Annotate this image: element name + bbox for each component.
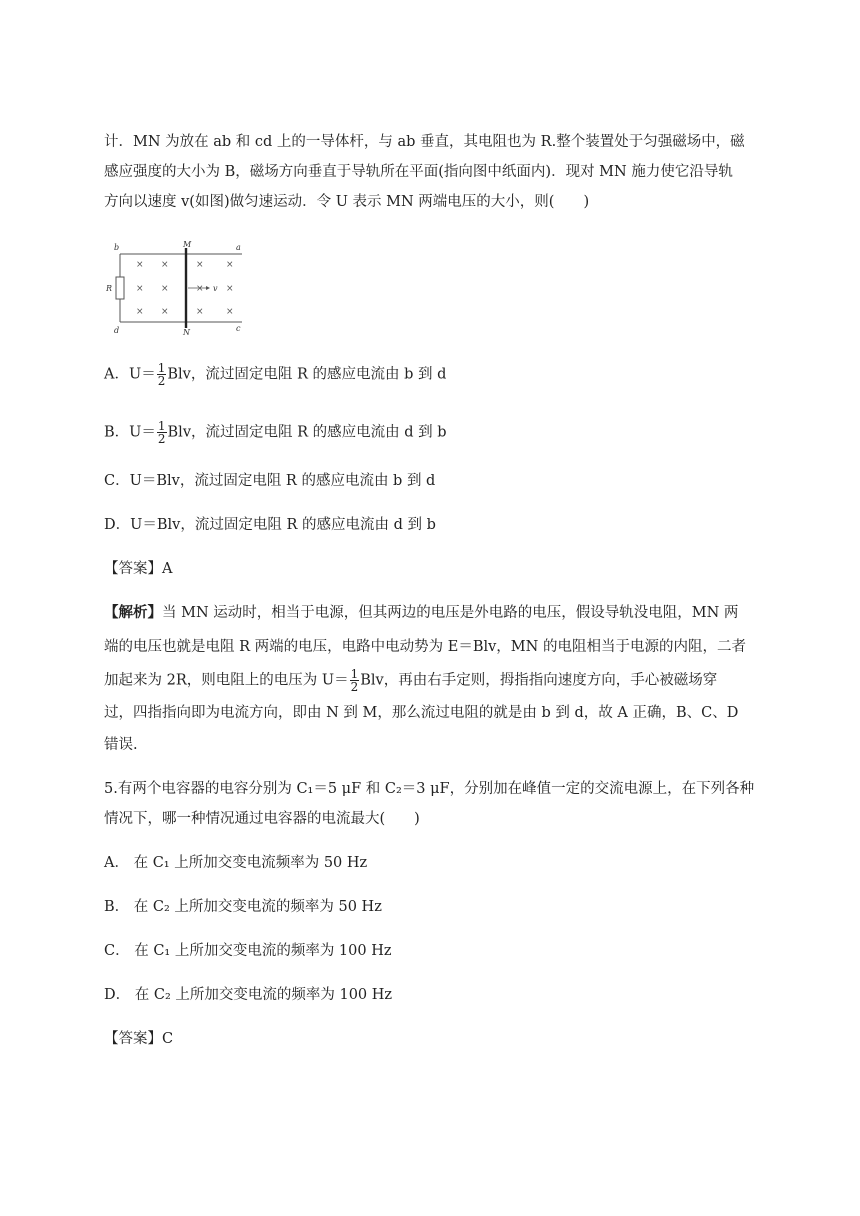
option-text: U＝Blv，流过固定电阻 R 的感应电流由 d 到 b <box>130 517 436 533</box>
svg-text:×: × <box>136 307 144 317</box>
option-formula: U＝ <box>129 424 156 441</box>
resistor-symbol <box>116 277 124 299</box>
label-m: M <box>183 240 192 249</box>
circuit-diagram <box>106 240 252 336</box>
q4-answer: 【答案】A <box>104 561 173 577</box>
svg-text:×: × <box>161 260 169 270</box>
option-letter: C． <box>104 473 130 489</box>
label-r: R <box>106 284 113 293</box>
q4-option-b <box>104 420 447 445</box>
numerator: 1 <box>157 419 166 433</box>
analysis-line-5: 错误. <box>104 737 138 753</box>
svg-text:×: × <box>196 260 204 270</box>
analysis-text: 加起来为 2R，则电阻上的电压为 U＝ <box>104 672 349 689</box>
option-formula-tail: Blv， <box>167 366 206 383</box>
magnetic-field-crosses <box>136 260 234 317</box>
svg-text:×: × <box>196 307 204 317</box>
label-n: N <box>183 328 190 336</box>
q5-stem-line-1: 5.有两个电容器的电容分别为 C₁＝5 μF 和 C₂＝3 μF，分别加在峰值一定的交流电源上，在下列各种 <box>104 781 755 797</box>
analysis-line-4: 过，四指指向即为电流方向，即由 N 到 M，那么流过电阻的就是由 b 到 d，故 A 正确，B、C、D <box>104 705 739 721</box>
fraction <box>350 668 360 693</box>
svg-text:×: × <box>226 284 234 294</box>
label-d: d <box>114 326 120 335</box>
analysis-line-1 <box>104 602 738 624</box>
analysis-text: 当 MN 运动时，相当于电源，但其两边的电压是外电路的电压，假设导轨没电阻，MN 两 <box>162 605 739 621</box>
analysis-text: Blv，再由右手定则，拇指指向速度方向，手心被磁场穿 <box>360 672 718 689</box>
q4-option-d <box>104 514 436 536</box>
svg-text:×: × <box>136 284 144 294</box>
denominator: 2 <box>157 432 166 446</box>
analysis-line-2: 端的电压也就是电阻 R 两端的电压，电路中电动势为 E＝Blv，MN 的电阻相当于电源的内阻，二者 <box>104 639 746 655</box>
svg-text:×: × <box>161 307 169 317</box>
intro-line-3: 方向以速度 v(如图)做匀速运动．令 U 表示 MN 两端电压的大小，则( ) <box>104 194 590 210</box>
q4-option-c <box>104 470 435 492</box>
option-text: 流过固定电阻 R 的感应电流由 b 到 d <box>205 366 447 383</box>
option-text: U＝Blv，流过固定电阻 R 的感应电流由 b 到 d <box>129 473 436 489</box>
intro-line-1: 计．MN 为放在 ab 和 cd 上的一导体杆，与 ab 垂直，其电阻也为 R.整个装置处于匀强磁场中，磁 <box>104 134 745 150</box>
q5-answer: 【答案】C <box>104 1031 174 1047</box>
label-c: c <box>236 324 241 333</box>
fraction <box>157 420 167 445</box>
option-text: 流过固定电阻 R 的感应电流由 d 到 b <box>205 424 447 441</box>
fraction <box>157 362 167 387</box>
denominator: 2 <box>350 680 359 694</box>
option-formula: U＝ <box>128 366 156 383</box>
q5-option-d: D． 在 C₂ 上所加交变电流的频率为 100 Hz <box>104 987 393 1003</box>
option-letter: D． <box>104 517 131 533</box>
label-a: a <box>236 243 241 252</box>
numerator: 1 <box>157 361 166 375</box>
label-b: b <box>114 243 120 252</box>
q5-stem-line-2: 情况下，哪一种情况通过电容器的电流最大( ) <box>104 811 420 827</box>
label-v: v <box>213 284 218 293</box>
denominator: 2 <box>157 374 166 388</box>
analysis-label: 【解析】 <box>104 604 162 621</box>
numerator: 1 <box>350 667 359 681</box>
analysis-line-3 <box>104 668 717 693</box>
svg-text:×: × <box>226 260 234 270</box>
svg-text:×: × <box>161 284 169 294</box>
q5-option-a: A． 在 C₁ 上所加交变电流频率为 50 Hz <box>104 855 368 871</box>
q5-option-c: C． 在 C₁ 上所加交变电流的频率为 100 Hz <box>104 943 392 959</box>
option-letter: B． <box>104 424 130 441</box>
svg-text:×: × <box>136 260 144 270</box>
velocity-arrowhead <box>206 286 210 290</box>
q4-option-a <box>104 362 446 387</box>
option-letter: A． <box>104 366 129 383</box>
q5-option-b: B． 在 C₂ 上所加交变电流的频率为 50 Hz <box>104 899 382 915</box>
svg-text:×: × <box>226 307 234 317</box>
intro-line-2: 感应强度的大小为 B，磁场方向垂直于导轨所在平面(指向图中纸面内)．现对 MN 施力使它沿导轨 <box>104 164 733 180</box>
svg-text:×: × <box>196 284 204 294</box>
option-formula-tail: Blv， <box>167 424 206 441</box>
